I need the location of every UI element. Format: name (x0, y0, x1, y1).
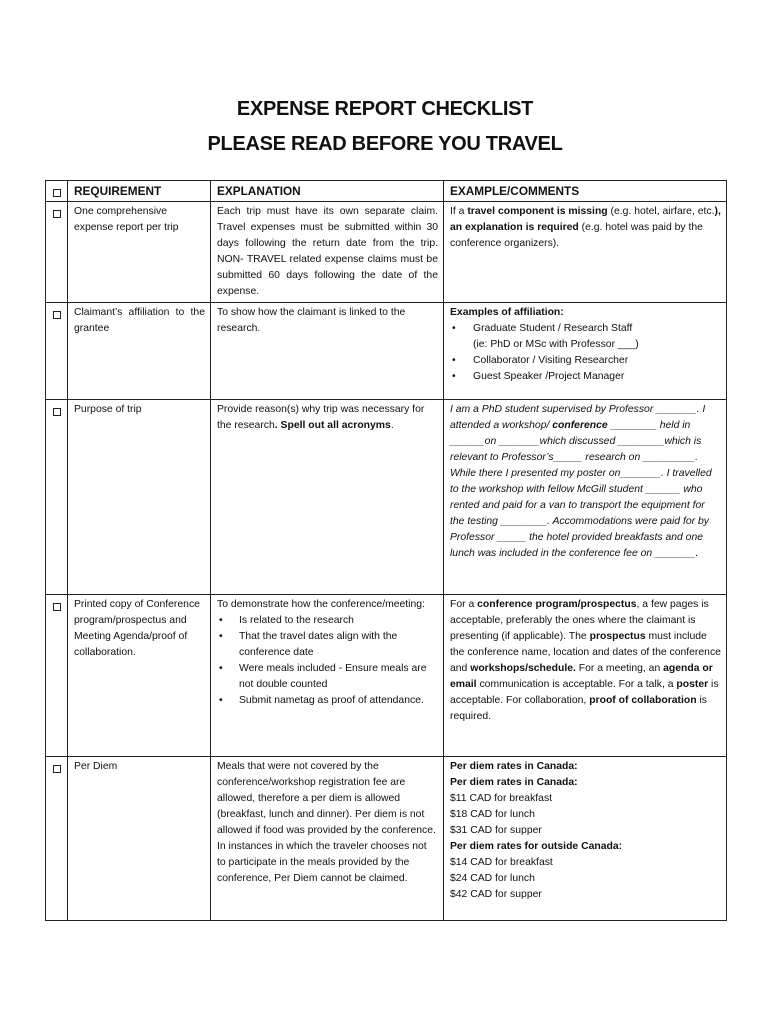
checklist-table (45, 180, 727, 921)
document-subtitle: PLEASE READ BEFORE YOU TRAVEL (207, 133, 563, 155)
canada-heading: Per diem rates in Canada: (450, 761, 578, 773)
explanation-cell: Meals that were not covered by the conference/workshop registration fee are allowed, therefore a per diem is allowed (breakfast, lunch and dinner). Per diem is not allowed if food was provided by the conference. In instances in which the traveler chooses not to participate in the meals provided by the conference, Per Diem cannot be claimed. (211, 757, 444, 921)
requirement-cell: Purpose of trip (68, 400, 211, 595)
table-row (46, 595, 727, 757)
list-item-note: (ie: PhD or MSc with Professor ___) (473, 339, 639, 351)
example-cell (444, 303, 727, 400)
table-row (46, 202, 727, 303)
example-cell (444, 757, 727, 921)
list-item: • Collaborator / Visiting Researcher (473, 353, 721, 369)
list-item: • Guest Speaker /Project Manager (473, 369, 721, 385)
header-explanation: EXPLANATION (211, 181, 444, 202)
list-item: • Were meals included - Ensure meals are not double counted (239, 661, 438, 693)
list-item: • Is related to the research (239, 613, 438, 629)
explanation-list (217, 613, 438, 708)
rate-line: $42 CAD for supper (450, 888, 542, 900)
list-item: • Submit nametag as proof of attendance. (239, 693, 438, 709)
affiliation-list (450, 321, 721, 337)
requirement-cell: One comprehensive expense report per trip (68, 202, 211, 303)
rate-line: $11 CAD for breakfast (450, 793, 553, 805)
header-example: EXAMPLE/COMMENTS (444, 181, 727, 202)
table-row (46, 757, 727, 921)
rate-line: $18 CAD for lunch (450, 809, 535, 821)
document-title: EXPENSE REPORT CHECKLIST (236, 98, 534, 120)
rate-line: $14 CAD for breakfast (450, 856, 553, 868)
example-cell: I am a PhD student supervised by Professor _______. I attended a workshop/ conference ________ held in ______on _______which discussed ________which is relevant to Professor’s_____ research on _________. While there I presented my poster on_______. I travelled to the workshop with fellow McGill student ______ who rented and paid for a van to transport the equipment for the testing ________. Accommodations were paid for by Professor _____ the hotel provided breakfasts and one lunch was included in the conference fee on _______. (444, 400, 727, 595)
outside-heading: Per diem rates for outside Canada: (450, 840, 623, 852)
checkbox[interactable] (53, 408, 61, 416)
example-cell: For a conference program/prospectus, a few pages is acceptable, preferably the ones where the claimant is presenting (if applicable). The prospectus must include the conference name, location and dates of the conference and workshops/schedule. For a meeting, an agenda or email communication is acceptable. For a talk, a poster is acceptable. For collaboration, proof of collaboration is required. (444, 595, 727, 757)
table-row (46, 303, 727, 400)
affiliation-heading: Examples of affiliation: (450, 307, 564, 319)
canada-heading: Per diem rates in Canada: (450, 777, 578, 789)
rate-line: $31 CAD for supper (450, 825, 542, 837)
header-requirement: REQUIREMENT (68, 181, 211, 202)
explanation-cell: Each trip must have its own separate claim. Travel expenses must be submitted within 30 days following the return date from the trip. NON- TRAVEL related expense claims must be submitted 60 days following the date of the expense. (211, 202, 444, 303)
list-item: • That the travel dates align with the conference date (239, 629, 438, 661)
checkbox[interactable] (53, 311, 61, 319)
example-cell: If a travel component is missing (e.g. hotel, airfare, etc.), an explanation is required (e.g. hotel was paid by the conference organizers). (444, 202, 727, 303)
checkbox[interactable] (53, 210, 61, 218)
list-item: • Graduate Student / Research Staff (473, 321, 721, 337)
checkbox[interactable] (53, 189, 61, 197)
rate-line: $24 CAD for lunch (450, 872, 535, 884)
header-checkbox-cell (46, 181, 68, 202)
explanation-cell: Provide reason(s) why trip was necessary for the research. Spell out all acronyms. (211, 400, 444, 595)
checkbox[interactable] (53, 765, 61, 773)
checkbox[interactable] (53, 603, 61, 611)
explanation-cell: To demonstrate how the conference/meeting: • Is related to the research • That the travel dates align with the conference date • Were meals included - Ensure meals are not double counted • Submit nametag as proof of attendance. (211, 595, 444, 757)
table-header-row (46, 181, 727, 202)
table-row (46, 400, 727, 595)
explanation-cell: To show how the claimant is linked to the research. (211, 303, 444, 400)
requirement-cell: Claimant’s affiliation to the grantee (68, 303, 211, 400)
requirement-cell: Printed copy of Conference program/prospectus and Meeting Agenda/proof of collaboration. (68, 595, 211, 757)
requirement-cell: Per Diem (68, 757, 211, 921)
